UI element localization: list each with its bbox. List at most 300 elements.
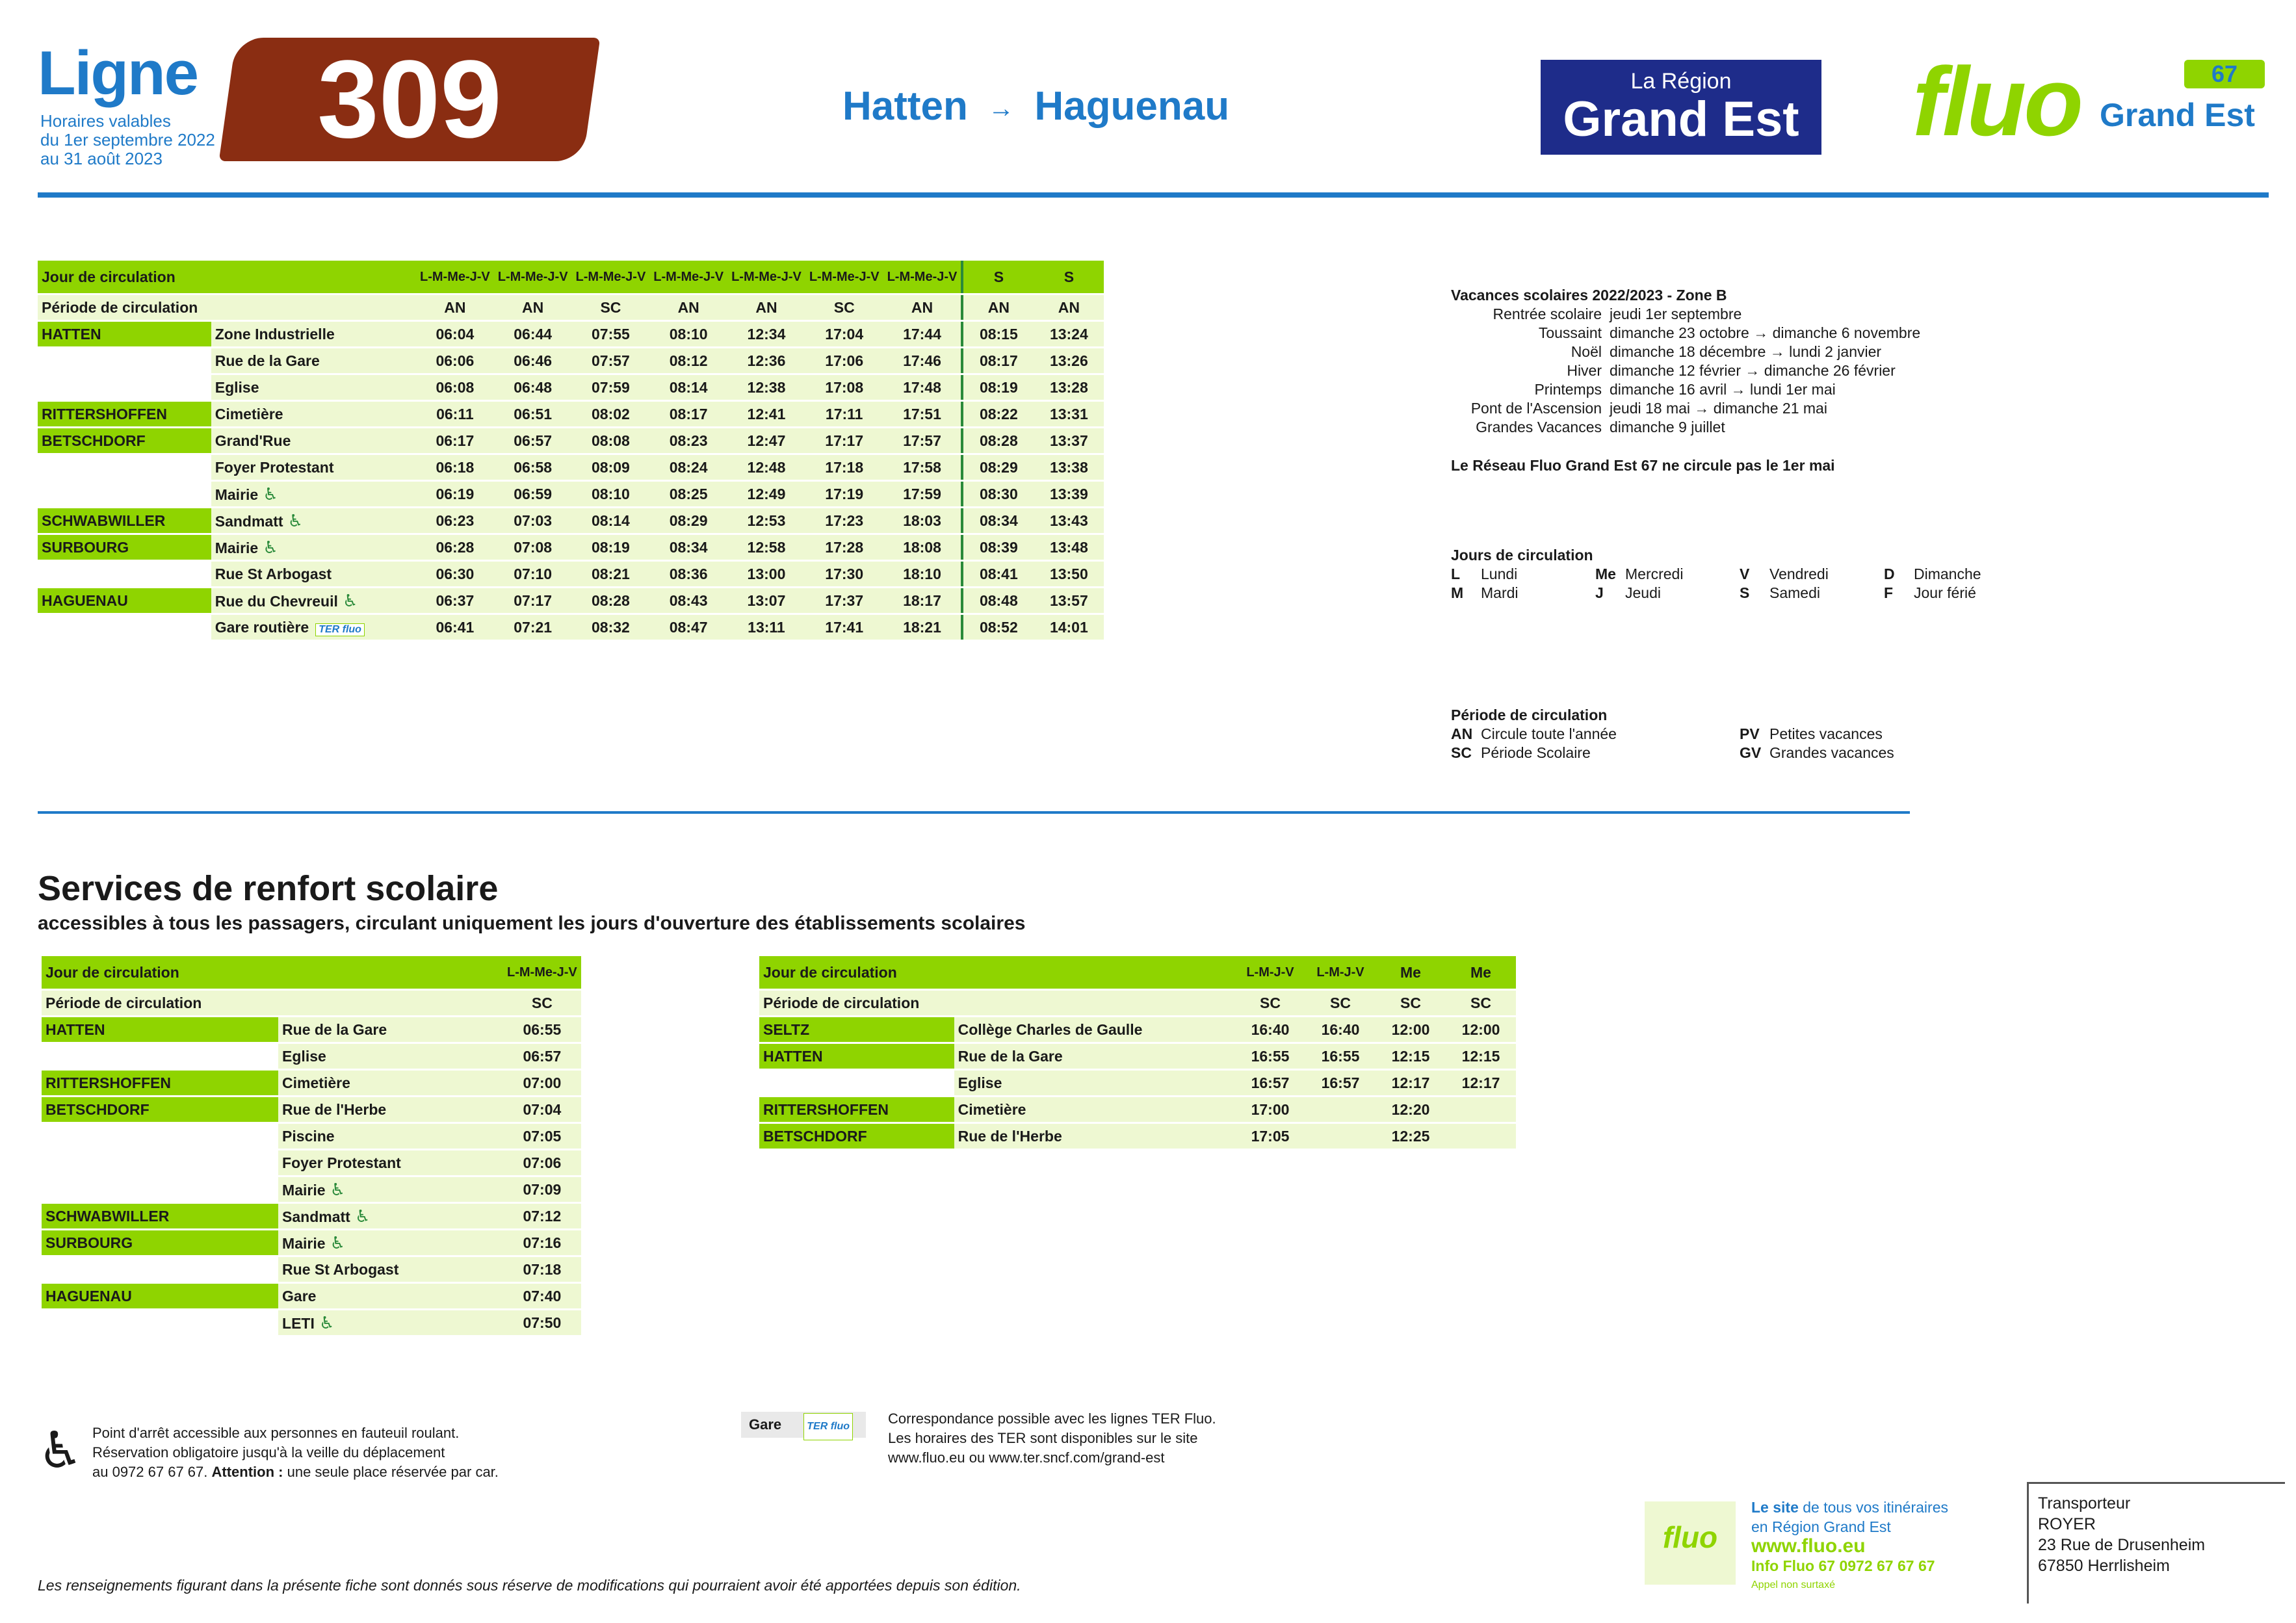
time-cell: 17:18 bbox=[805, 455, 883, 480]
legend-code: D bbox=[1884, 565, 1895, 582]
time-cell: 17:23 bbox=[805, 508, 883, 533]
commune-cell: HATTEN bbox=[38, 322, 211, 346]
commune-cell bbox=[42, 1124, 278, 1149]
jours-legend bbox=[1451, 546, 2028, 603]
time-cell: 18:08 bbox=[883, 535, 961, 560]
stop-cell bbox=[954, 1071, 1235, 1095]
info-phone: Info Fluo 67 0972 67 67 67 bbox=[1751, 1557, 1935, 1574]
legend-code: Me bbox=[1595, 565, 1616, 582]
vacances-title: Vacances scolaires 2022/2023 - Zone B bbox=[1451, 287, 1727, 304]
vacances-value: dimanche 16 avril → lundi 1er mai bbox=[1610, 381, 1836, 398]
jours-cell: L-M-Me-J-V bbox=[649, 261, 727, 293]
stop-cell bbox=[278, 1044, 503, 1069]
validity-line: Horaires valables bbox=[40, 111, 171, 131]
gare-ter-legend bbox=[741, 1412, 866, 1438]
commune-cell: SCHWABWILLER bbox=[38, 508, 211, 533]
commune-cell: HAGUENAU bbox=[38, 588, 211, 613]
stop-name: Rue St Arbogast bbox=[282, 1260, 399, 1278]
periode-legend-row bbox=[1451, 725, 1894, 744]
time-cell bbox=[1446, 1124, 1516, 1149]
time-cell: 12:17 bbox=[1446, 1071, 1516, 1095]
stop-cell bbox=[211, 535, 416, 560]
time-cell: 17:19 bbox=[805, 482, 883, 506]
time-cell: 07:04 bbox=[503, 1097, 581, 1122]
time-cell: 08:28 bbox=[961, 428, 1034, 453]
time-cell: 08:29 bbox=[649, 508, 727, 533]
time-cell: 06:30 bbox=[416, 562, 494, 586]
timetable-row bbox=[759, 1124, 1516, 1149]
time-cell: 07:55 bbox=[572, 322, 650, 346]
jours-cell: L-M-Me-J-V bbox=[494, 261, 572, 293]
commune-cell bbox=[38, 455, 211, 480]
time-cell: 08:32 bbox=[572, 615, 650, 640]
commune-cell: BETSCHDORF bbox=[38, 428, 211, 453]
time-cell: 08:09 bbox=[572, 455, 650, 480]
renfort-left-timetable bbox=[42, 954, 581, 1337]
time-cell: 17:46 bbox=[883, 348, 961, 373]
stop-name: Sandmatt bbox=[215, 512, 283, 530]
time-cell: 13:38 bbox=[1034, 455, 1104, 480]
wheelchair-info-line: Réservation obligatoire jusqu'à la veille du déplacement bbox=[92, 1444, 445, 1461]
commune-cell bbox=[42, 1150, 278, 1175]
fluo-logo: fluo bbox=[1912, 47, 2081, 156]
time-cell: 16:55 bbox=[1305, 1044, 1376, 1069]
timetable-row bbox=[759, 1017, 1516, 1042]
time-cell: 07:16 bbox=[503, 1230, 581, 1255]
time-cell: 07:57 bbox=[572, 348, 650, 373]
periode-cell: SC bbox=[1376, 991, 1446, 1015]
time-cell: 16:57 bbox=[1305, 1071, 1376, 1095]
time-cell: 08:14 bbox=[649, 375, 727, 400]
time-cell: 18:10 bbox=[883, 562, 961, 586]
site-line bbox=[1751, 1498, 1948, 1517]
renfort-left-table bbox=[42, 954, 581, 1337]
fluo-network-number: 67 bbox=[2184, 60, 2265, 88]
time-cell: 12:48 bbox=[727, 455, 805, 480]
time-cell: 12:41 bbox=[727, 402, 805, 426]
time-cell: 08:19 bbox=[572, 535, 650, 560]
commune-cell bbox=[38, 348, 211, 373]
timetable-row bbox=[42, 1071, 581, 1095]
stop-name: Eglise bbox=[215, 378, 259, 396]
time-cell: 08:22 bbox=[961, 402, 1034, 426]
time-cell: 08:17 bbox=[961, 348, 1034, 373]
timetable-row bbox=[42, 1177, 581, 1202]
time-cell: 13:57 bbox=[1034, 588, 1104, 613]
time-cell: 17:37 bbox=[805, 588, 883, 613]
route-destination: Haguenau bbox=[1034, 84, 1230, 129]
legend-label: Vendredi bbox=[1769, 565, 1829, 582]
commune-cell: HATTEN bbox=[42, 1017, 278, 1042]
periode-legend-title: Période de circulation bbox=[1451, 707, 1608, 723]
stop-name: Rue de la Gare bbox=[215, 352, 320, 369]
stop-name: Mairie bbox=[282, 1234, 326, 1252]
timetable-row bbox=[42, 1150, 581, 1175]
jours-label: Jour de circulation bbox=[42, 956, 503, 989]
transporteur-line: ROYER bbox=[2038, 1515, 2096, 1533]
stop-name: Grand'Rue bbox=[215, 432, 291, 449]
renfort-right-body bbox=[759, 1017, 1516, 1149]
commune-cell: SCHWABWILLER bbox=[42, 1204, 278, 1228]
stop-name: Rue de l'Herbe bbox=[282, 1100, 387, 1118]
time-cell: 06:44 bbox=[494, 322, 572, 346]
stop-cell bbox=[211, 588, 416, 613]
time-cell: 08:14 bbox=[572, 508, 650, 533]
stop-cell bbox=[211, 482, 416, 506]
stop-name: Foyer Protestant bbox=[282, 1154, 401, 1171]
transporteur-line: Transporteur bbox=[2038, 1494, 2131, 1513]
timetable-row bbox=[42, 1204, 581, 1228]
periode-cell: SC bbox=[503, 991, 581, 1015]
jours-label: Jour de circulation bbox=[759, 956, 1235, 989]
time-cell: 08:12 bbox=[649, 348, 727, 373]
periode-legend-row bbox=[1451, 744, 1894, 762]
jours-row bbox=[38, 261, 1104, 293]
time-cell: 17:08 bbox=[805, 375, 883, 400]
stop-cell bbox=[954, 1017, 1235, 1042]
timetable-row bbox=[42, 1230, 581, 1255]
time-cell: 08:34 bbox=[961, 508, 1034, 533]
time-cell: 06:17 bbox=[416, 428, 494, 453]
time-cell: 17:44 bbox=[883, 322, 961, 346]
time-cell: 13:50 bbox=[1034, 562, 1104, 586]
time-cell: 06:28 bbox=[416, 535, 494, 560]
time-cell: 08:41 bbox=[961, 562, 1034, 586]
correspondance-line: www.fluo.eu ou www.ter.sncf.com/grand-est bbox=[888, 1449, 1165, 1466]
time-cell: 17:30 bbox=[805, 562, 883, 586]
commune-cell bbox=[38, 482, 211, 506]
wheelchair-info bbox=[92, 1423, 499, 1482]
commune-cell bbox=[42, 1310, 278, 1335]
time-cell: 17:17 bbox=[805, 428, 883, 453]
time-cell: 16:55 bbox=[1235, 1044, 1305, 1069]
timetable-row bbox=[759, 1097, 1516, 1122]
time-cell: 17:59 bbox=[883, 482, 961, 506]
legend-label: Dimanche bbox=[1914, 565, 1981, 582]
time-cell: 08:34 bbox=[649, 535, 727, 560]
stop-cell bbox=[278, 1097, 503, 1122]
time-cell: 08:17 bbox=[649, 402, 727, 426]
timetable-row bbox=[38, 428, 1104, 453]
header-divider bbox=[38, 192, 2269, 198]
stop-name: Foyer Protestant bbox=[215, 458, 334, 476]
time-cell: 17:48 bbox=[883, 375, 961, 400]
site-rest: de tous vos itinéraires bbox=[1798, 1499, 1948, 1516]
legend-code: AN bbox=[1451, 725, 1473, 742]
vacances-scolaires-block bbox=[1451, 286, 1920, 475]
validity-dates bbox=[40, 112, 215, 168]
time-cell: 08:39 bbox=[961, 535, 1034, 560]
timetable-row bbox=[759, 1044, 1516, 1069]
time-cell: 16:40 bbox=[1235, 1017, 1305, 1042]
time-cell: 12:34 bbox=[727, 322, 805, 346]
validity-line: du 1er septembre 2022 bbox=[40, 130, 215, 149]
time-cell: 08:43 bbox=[649, 588, 727, 613]
time-cell: 08:52 bbox=[961, 615, 1034, 640]
vacances-label: Printemps bbox=[1534, 381, 1602, 398]
wheelchair-access-icon: ♿ bbox=[337, 590, 358, 610]
time-cell bbox=[1305, 1097, 1376, 1122]
stop-name: Rue St Arbogast bbox=[215, 565, 332, 582]
timetable-row bbox=[759, 1071, 1516, 1095]
time-cell: 14:01 bbox=[1034, 615, 1104, 640]
vacances-value: dimanche 23 octobre → dimanche 6 novembre bbox=[1610, 324, 1921, 341]
timetable-row bbox=[42, 1124, 581, 1149]
correspondance-line: Correspondance possible avec les lignes TER Fluo. bbox=[888, 1410, 1216, 1427]
stop-cell bbox=[278, 1071, 503, 1095]
time-cell: 06:11 bbox=[416, 402, 494, 426]
vacances-value: jeudi 1er septembre bbox=[1610, 305, 1742, 322]
time-cell: 07:10 bbox=[494, 562, 572, 586]
jours-cell: S bbox=[961, 261, 1034, 293]
stop-name: Mairie bbox=[215, 539, 259, 556]
commune-cell: SURBOURG bbox=[38, 535, 211, 560]
jours-legend-row bbox=[1451, 565, 2028, 584]
time-cell: 08:10 bbox=[572, 482, 650, 506]
time-cell: 06:55 bbox=[503, 1017, 581, 1042]
periode-cell: AN bbox=[961, 295, 1034, 320]
time-cell: 08:24 bbox=[649, 455, 727, 480]
validity-line: au 31 août 2023 bbox=[40, 149, 163, 168]
time-cell bbox=[1446, 1097, 1516, 1122]
vacances-label: Toussaint bbox=[1538, 324, 1602, 341]
jours-cell: L-M-J-V bbox=[1305, 956, 1376, 989]
time-cell: 16:40 bbox=[1305, 1017, 1376, 1042]
time-cell: 13:37 bbox=[1034, 428, 1104, 453]
time-cell: 08:30 bbox=[961, 482, 1034, 506]
jours-cell: L-M-Me-J-V bbox=[572, 261, 650, 293]
time-cell: 18:03 bbox=[883, 508, 961, 533]
ter-fluo-icon: TER fluo bbox=[803, 1413, 853, 1440]
region-grand-est-logo bbox=[1541, 60, 1821, 155]
legend-code: GV bbox=[1740, 744, 1762, 761]
time-cell: 16:57 bbox=[1235, 1071, 1305, 1095]
wheelchair-access-icon: ♿ bbox=[325, 1179, 346, 1199]
time-cell: 13:39 bbox=[1034, 482, 1104, 506]
time-cell: 06:37 bbox=[416, 588, 494, 613]
commune-cell bbox=[42, 1044, 278, 1069]
attention-text: une seule place réservée par car. bbox=[283, 1464, 499, 1480]
main-table-divider bbox=[38, 811, 1910, 814]
ligne-label: Ligne bbox=[38, 38, 198, 108]
time-cell: 17:06 bbox=[805, 348, 883, 373]
time-cell: 17:51 bbox=[883, 402, 961, 426]
time-cell: 12:38 bbox=[727, 375, 805, 400]
stop-name: Zone Industrielle bbox=[215, 325, 335, 343]
stop-cell bbox=[211, 322, 416, 346]
vacances-label: Pont de l'Ascension bbox=[1470, 400, 1602, 417]
fluo-logo-subtitle: Grand Est bbox=[2100, 97, 2255, 133]
time-cell: 07:09 bbox=[503, 1177, 581, 1202]
commune-cell bbox=[42, 1257, 278, 1282]
periode-row bbox=[42, 991, 581, 1015]
time-cell: 06:57 bbox=[503, 1044, 581, 1069]
time-cell: 12:36 bbox=[727, 348, 805, 373]
jours-label: Jour de circulation bbox=[38, 261, 416, 293]
stop-name: Collège Charles de Gaulle bbox=[958, 1020, 1143, 1038]
time-cell: 06:18 bbox=[416, 455, 494, 480]
time-cell: 08:25 bbox=[649, 482, 727, 506]
timetable-row bbox=[38, 455, 1104, 480]
stop-cell bbox=[211, 562, 416, 586]
vacances-label: Rentrée scolaire bbox=[1493, 305, 1602, 322]
time-cell: 12:25 bbox=[1376, 1124, 1446, 1149]
periode-cell: SC bbox=[572, 295, 650, 320]
vacances-label: Noël bbox=[1571, 343, 1602, 360]
route-arrow-icon: → bbox=[988, 94, 1015, 123]
renfort-left-body bbox=[42, 1017, 581, 1335]
stop-cell bbox=[954, 1124, 1235, 1149]
stop-name: Gare routière bbox=[215, 618, 309, 636]
commune-cell: RITTERSHOFFEN bbox=[38, 402, 211, 426]
stop-cell bbox=[278, 1124, 503, 1149]
timetable-row bbox=[38, 562, 1104, 586]
stop-name: Mairie bbox=[215, 486, 259, 503]
legend-label: Jour férié bbox=[1914, 584, 1976, 601]
commune-cell bbox=[42, 1177, 278, 1202]
line-number: 309 bbox=[317, 38, 502, 161]
time-cell: 06:19 bbox=[416, 482, 494, 506]
timetable-row bbox=[42, 1257, 581, 1282]
jours-cell: L-M-Me-J-V bbox=[883, 261, 961, 293]
time-cell: 06:41 bbox=[416, 615, 494, 640]
time-cell: 08:29 bbox=[961, 455, 1034, 480]
time-cell: 08:15 bbox=[961, 322, 1034, 346]
periode-cell: AN bbox=[649, 295, 727, 320]
commune-cell: HAGUENAU bbox=[42, 1284, 278, 1308]
wheelchair-info-line bbox=[92, 1462, 499, 1482]
stop-cell bbox=[211, 615, 416, 640]
stop-cell bbox=[278, 1310, 503, 1335]
legend-code: F bbox=[1884, 584, 1894, 601]
jours-row bbox=[42, 956, 581, 989]
time-cell: 06:08 bbox=[416, 375, 494, 400]
stop-cell bbox=[278, 1284, 503, 1308]
time-cell: 06:57 bbox=[494, 428, 572, 453]
timetable-row bbox=[38, 508, 1104, 533]
periode-cell: AN bbox=[1034, 295, 1104, 320]
time-cell: 12:53 bbox=[727, 508, 805, 533]
timetable-row bbox=[42, 1044, 581, 1069]
fluo-mini-logo: fluo bbox=[1645, 1501, 1736, 1585]
time-cell: 13:00 bbox=[727, 562, 805, 586]
network-note: Le Réseau Fluo Grand Est 67 ne circule pas le 1er mai bbox=[1451, 457, 1835, 474]
wheelchair-phone-text: au 0972 67 67 67. bbox=[92, 1464, 208, 1480]
time-cell: 06:59 bbox=[494, 482, 572, 506]
vacances-item bbox=[1451, 305, 1920, 324]
stop-cell bbox=[211, 428, 416, 453]
commune-cell: RITTERSHOFFEN bbox=[42, 1071, 278, 1095]
time-cell: 12:15 bbox=[1376, 1044, 1446, 1069]
time-cell: 13:26 bbox=[1034, 348, 1104, 373]
periode-legend bbox=[1451, 706, 1894, 762]
route-origin: Hatten bbox=[842, 84, 968, 129]
time-cell: 12:47 bbox=[727, 428, 805, 453]
main-timetable-body bbox=[38, 322, 1104, 640]
commune-cell: SURBOURG bbox=[42, 1230, 278, 1255]
time-cell: 07:59 bbox=[572, 375, 650, 400]
stop-cell bbox=[278, 1150, 503, 1175]
gare-label: Gare bbox=[749, 1416, 782, 1433]
periode-cell: AN bbox=[494, 295, 572, 320]
commune-cell: HATTEN bbox=[759, 1044, 954, 1069]
time-cell: 06:46 bbox=[494, 348, 572, 373]
jours-cell: L-M-Me-J-V bbox=[416, 261, 494, 293]
stop-cell bbox=[278, 1257, 503, 1282]
time-cell: 08:08 bbox=[572, 428, 650, 453]
stop-cell bbox=[278, 1177, 503, 1202]
stop-cell bbox=[278, 1230, 503, 1255]
renfort-right-table bbox=[759, 954, 1516, 1150]
legend-code: PV bbox=[1740, 725, 1760, 742]
vacances-value: dimanche 18 décembre → lundi 2 janvier bbox=[1610, 343, 1882, 360]
stop-name: Piscine bbox=[282, 1127, 335, 1145]
wheelchair-icon: ♿ bbox=[38, 1422, 83, 1479]
time-cell: 12:15 bbox=[1446, 1044, 1516, 1069]
legend-label: Samedi bbox=[1769, 584, 1820, 601]
time-cell: 07:08 bbox=[494, 535, 572, 560]
time-cell: 08:10 bbox=[649, 322, 727, 346]
route-title bbox=[842, 83, 1229, 129]
time-cell: 17:04 bbox=[805, 322, 883, 346]
wheelchair-access-icon: ♿ bbox=[350, 1206, 371, 1226]
stop-name: Eglise bbox=[282, 1047, 326, 1065]
wheelchair-info-line: Point d'arrêt accessible aux personnes en fauteuil roulant. bbox=[92, 1425, 460, 1441]
vacances-item bbox=[1451, 399, 1920, 418]
main-timetable bbox=[38, 259, 1104, 642]
commune-cell bbox=[759, 1071, 954, 1095]
appel-note: Appel non surtaxé bbox=[1751, 1579, 1835, 1591]
periode-label: Période de circulation bbox=[759, 991, 1235, 1015]
time-cell: 13:07 bbox=[727, 588, 805, 613]
vacances-value: jeudi 18 mai → dimanche 21 mai bbox=[1610, 400, 1827, 417]
time-cell: 12:49 bbox=[727, 482, 805, 506]
jours-cell: L-M-J-V bbox=[1235, 956, 1305, 989]
vacances-item bbox=[1451, 380, 1920, 399]
stop-cell bbox=[211, 348, 416, 373]
time-cell: 18:21 bbox=[883, 615, 961, 640]
time-cell: 13:24 bbox=[1034, 322, 1104, 346]
time-cell: 08:19 bbox=[961, 375, 1034, 400]
time-cell: 17:58 bbox=[883, 455, 961, 480]
legend-label: Circule toute l'année bbox=[1481, 725, 1617, 742]
legend-label: Mercredi bbox=[1625, 565, 1684, 582]
time-cell: 08:21 bbox=[572, 562, 650, 586]
vacances-label: Grandes Vacances bbox=[1476, 419, 1602, 435]
time-cell: 07:06 bbox=[503, 1150, 581, 1175]
timetable-row bbox=[38, 588, 1104, 613]
periode-row bbox=[38, 295, 1104, 320]
timetable-row bbox=[42, 1097, 581, 1122]
stop-cell bbox=[278, 1204, 503, 1228]
site-url-link[interactable]: www.fluo.eu bbox=[1751, 1535, 1866, 1557]
time-cell: 07:40 bbox=[503, 1284, 581, 1308]
periode-cell: SC bbox=[1305, 991, 1376, 1015]
time-cell: 06:51 bbox=[494, 402, 572, 426]
legend-code: SC bbox=[1451, 744, 1472, 761]
periode-cell: SC bbox=[1235, 991, 1305, 1015]
wheelchair-access-icon: ♿ bbox=[258, 537, 278, 557]
time-cell: 18:17 bbox=[883, 588, 961, 613]
stop-name: Cimetière bbox=[958, 1100, 1026, 1118]
time-cell: 08:02 bbox=[572, 402, 650, 426]
wheelchair-access-icon: ♿ bbox=[283, 510, 304, 530]
wheelchair-access-icon: ♿ bbox=[258, 484, 278, 504]
time-cell: 06:23 bbox=[416, 508, 494, 533]
time-cell: 12:00 bbox=[1376, 1017, 1446, 1042]
time-cell: 17:00 bbox=[1235, 1097, 1305, 1122]
stop-name: Rue de la Gare bbox=[958, 1047, 1063, 1065]
